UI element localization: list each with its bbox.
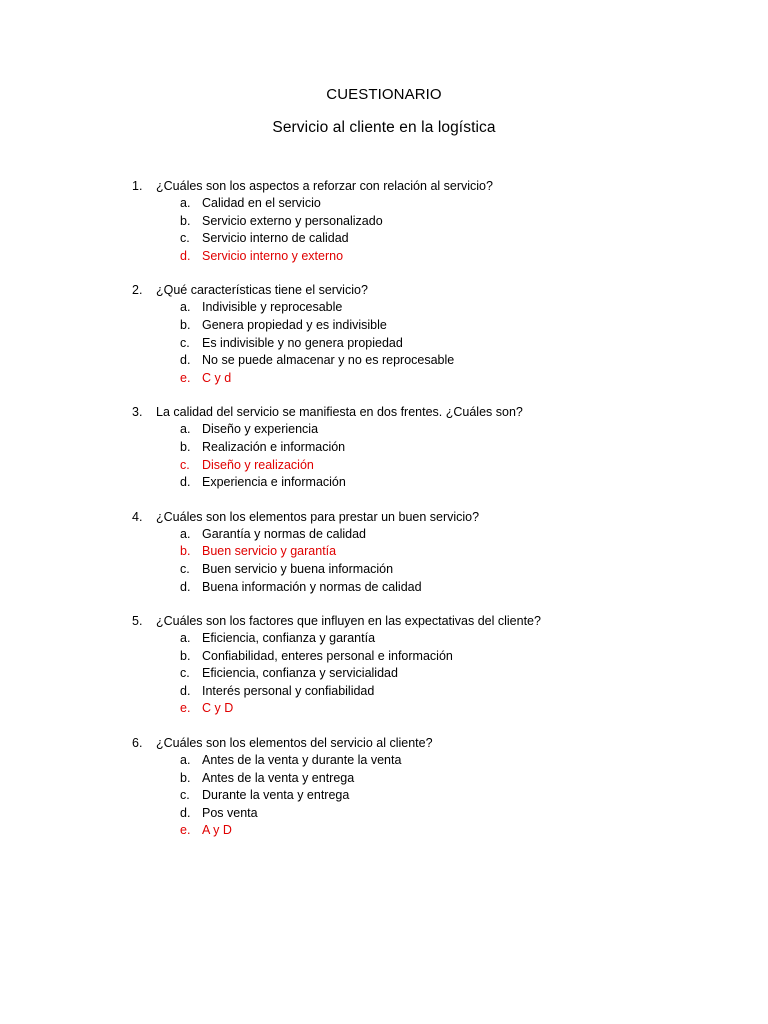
option-text: Confiabilidad, enteres personal e información <box>202 648 453 663</box>
question-line <box>0 177 768 195</box>
option-letter: d. <box>180 579 191 594</box>
option-list <box>0 195 768 265</box>
option-item <box>0 317 768 335</box>
question-item <box>0 612 768 718</box>
option-letter: a. <box>180 196 191 210</box>
option-item <box>0 805 768 823</box>
question-number: 4. <box>132 509 143 524</box>
option-text: C y D <box>202 701 234 716</box>
option-letter: a. <box>180 631 191 646</box>
option-letter: e. <box>180 370 191 385</box>
option-letter: c. <box>180 561 190 576</box>
question-number: 3. <box>132 405 143 420</box>
option-item <box>0 683 768 701</box>
option-item <box>0 630 768 648</box>
question-text: ¿Qué características tiene el servicio? <box>156 283 368 298</box>
question-line <box>0 403 768 421</box>
option-letter: a. <box>180 422 191 437</box>
option-item <box>0 421 768 439</box>
question-text: ¿Cuáles son los elementos para prestar un buen servicio? <box>156 509 480 524</box>
option-text: Servicio interno de calidad <box>202 231 349 246</box>
option-list <box>0 526 768 596</box>
option-item <box>0 752 768 770</box>
option-item <box>0 335 768 353</box>
option-item <box>0 474 768 492</box>
option-letter: b. <box>180 770 191 785</box>
option-item <box>0 213 768 231</box>
question-number: 5. <box>132 614 143 629</box>
question-number: 2. <box>132 283 143 298</box>
option-letter: d. <box>180 248 191 263</box>
question-text: ¿Cuáles son los aspectos a reforzar con relación al servicio? <box>156 179 493 193</box>
option-item <box>0 526 768 544</box>
option-text: Pos venta <box>202 805 258 820</box>
option-text: Genera propiedad y es indivisible <box>202 317 387 332</box>
question-line <box>0 281 768 299</box>
question-item <box>0 508 768 596</box>
option-text: Durante la venta y entrega <box>202 788 350 803</box>
option-letter: e. <box>180 823 191 838</box>
option-text: Garantía y normas de calidad <box>202 526 366 541</box>
option-text: Diseño y realización <box>202 457 314 472</box>
option-letter: a. <box>180 526 191 541</box>
option-item <box>0 648 768 666</box>
option-letter: b. <box>180 317 191 332</box>
option-text: Antes de la venta y durante la venta <box>202 753 402 768</box>
option-letter: d. <box>180 683 191 698</box>
option-letter: b. <box>180 213 191 228</box>
option-letter: b. <box>180 439 191 454</box>
option-text: Servicio externo y personalizado <box>202 213 383 228</box>
option-item-correct <box>0 543 768 561</box>
option-item <box>0 352 768 370</box>
option-letter: d. <box>180 805 191 820</box>
option-list <box>0 421 768 491</box>
option-item <box>0 579 768 597</box>
document-title: CUESTIONARIO <box>326 86 442 103</box>
option-text: C y d <box>202 370 232 385</box>
option-item <box>0 439 768 457</box>
question-number: 1. <box>132 179 143 193</box>
option-text: Indivisible y reprocesable <box>202 300 343 315</box>
option-letter: c. <box>180 457 190 472</box>
question-list <box>0 177 768 856</box>
option-item <box>0 299 768 317</box>
option-text: Interés personal y confiabilidad <box>202 683 375 698</box>
question-text: La calidad del servicio se manifiesta en dos frentes. ¿Cuáles son? <box>156 405 523 420</box>
option-text: Experiencia e información <box>202 475 346 490</box>
option-text: Calidad en el servicio <box>202 196 321 210</box>
option-letter: b. <box>180 648 191 663</box>
option-letter: c. <box>180 231 190 246</box>
question-number: 6. <box>132 736 143 751</box>
option-list <box>0 752 768 840</box>
option-item-correct <box>0 700 768 718</box>
question-text: ¿Cuáles son los factores que influyen en las expectativas del cliente? <box>156 614 541 629</box>
option-list <box>0 630 768 718</box>
option-text: Eficiencia, confianza y servicialidad <box>202 666 398 681</box>
question-line <box>0 508 768 526</box>
option-text: A y D <box>202 823 232 838</box>
option-text: Antes de la venta y entrega <box>202 770 355 785</box>
option-list <box>0 299 768 387</box>
question-item <box>0 281 768 387</box>
question-item <box>0 403 768 491</box>
option-item <box>0 561 768 579</box>
option-letter: b. <box>180 544 191 559</box>
option-letter: d. <box>180 475 191 490</box>
option-letter: c. <box>180 335 190 350</box>
document-subtitle: Servicio al cliente en la logística <box>272 119 496 136</box>
question-line <box>0 734 768 752</box>
option-text: Buen servicio y garantía <box>202 544 337 559</box>
option-text: Diseño y experiencia <box>202 422 319 437</box>
option-item <box>0 230 768 248</box>
option-item-correct <box>0 822 768 840</box>
option-text: Buen servicio y buena información <box>202 561 394 576</box>
option-letter: a. <box>180 300 191 315</box>
option-text: Servicio interno y externo <box>202 248 344 263</box>
option-item <box>0 665 768 683</box>
option-item-correct <box>0 370 768 388</box>
option-letter: a. <box>180 753 191 768</box>
question-item <box>0 177 768 265</box>
option-text: Es indivisible y no genera propiedad <box>202 335 403 350</box>
option-text: No se puede almacenar y no es reprocesable <box>202 353 455 368</box>
question-item <box>0 734 768 840</box>
option-text: Eficiencia, confianza y garantía <box>202 631 376 646</box>
option-letter: e. <box>180 701 191 716</box>
option-item <box>0 195 768 213</box>
question-line <box>0 612 768 630</box>
option-letter: c. <box>180 788 190 803</box>
option-item <box>0 770 768 788</box>
question-text: ¿Cuáles son los elementos del servicio al cliente? <box>156 736 433 751</box>
option-text: Buena información y normas de calidad <box>202 579 422 594</box>
option-item-correct <box>0 248 768 266</box>
option-item-correct <box>0 457 768 475</box>
option-text: Realización e información <box>202 439 346 454</box>
option-letter: c. <box>180 666 190 681</box>
option-letter: d. <box>180 353 191 368</box>
option-item <box>0 787 768 805</box>
